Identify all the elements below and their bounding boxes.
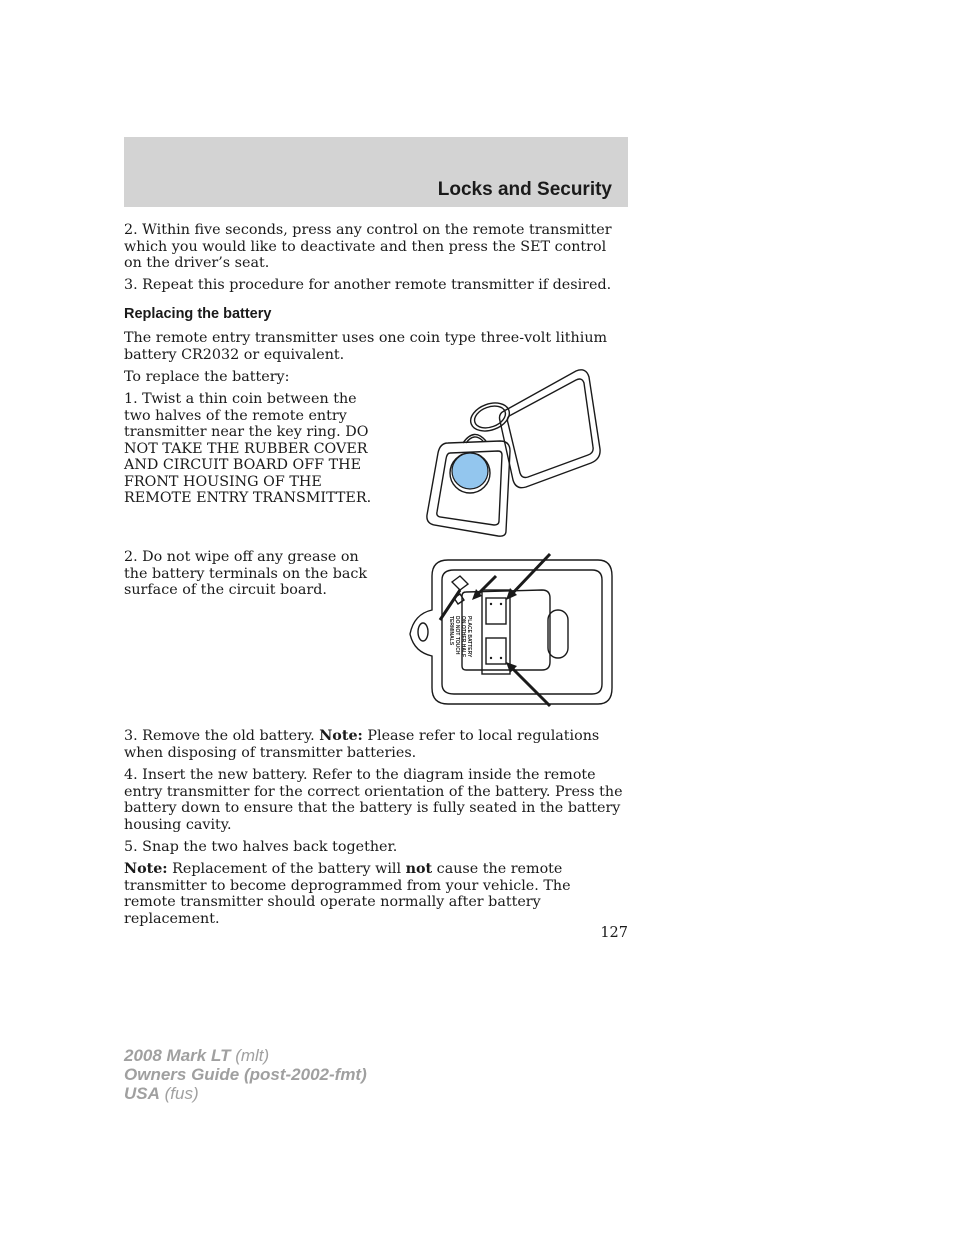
diagram-label-line-2: ON OTHER HALF [460,616,466,658]
footer-market-code: (fus) [159,1084,199,1103]
step3-note-label: Note: [319,728,363,744]
replace-step-2: 2. Do not wipe off any grease on the battery terminals on the back surface of the circuit board. [124,549,368,598]
replace-step-5: 5. Snap the two halves back together. [124,839,398,855]
battery-note [124,861,624,927]
footer-model-code: (mlt) [230,1046,270,1065]
replace-step-3 [124,728,624,761]
diagram-label-line-3: DO NOT TOUCH [454,616,460,655]
footer-market: USA [124,1084,160,1103]
to-replace-label: To replace the battery: [124,369,290,385]
footer-line-2: Owners Guide (post-2002-fmt) [124,1065,367,1084]
diagram-label-line-4: TERMINALS [448,616,454,646]
coin-highlight [452,453,488,489]
note-text-a: Replacement of the battery will [167,861,406,877]
note-label: Note: [124,861,168,877]
step-2-deactivate: 2. Within five seconds, press any control on the remote transmitter which you would like to deactivate and then press the SET control on the driver’s seat. [124,222,612,271]
circuit-board-illustration [402,552,614,708]
page-number: 127 [600,925,628,941]
transmitter-coin-illustration [418,365,603,537]
step3-text-a: 3. Remove the old battery. [124,728,320,744]
section-header-band [124,137,628,207]
section-title: Locks and Security [437,179,612,200]
note-emphasis: not [405,861,433,877]
footer-line-1 [124,1046,367,1065]
battery-intro: The remote entry transmitter uses one coin type three-volt lithium battery CR2032 or equivalent. [124,330,608,363]
footer-line-3 [124,1084,367,1103]
diagram-label-line-1: PLACE BATTERY [466,616,472,658]
replace-step-1: 1. Twist a thin coin between the two halves of the remote entry transmitter near the key ring. DO NOT TAKE THE RUBBER COVER AND CIRCUIT BOARD OFF THE FRONT HOUSING OF THE REMOTE ENTRY TRANSMITTER. [124,391,372,506]
step-3-repeat: 3. Repeat this procedure for another remote transmitter if desired. [124,277,612,293]
document-footer [124,1046,367,1103]
note-text-b: cause the remote transmitter to become deprogrammed from your vehicle. The remote transmitter should operate normally after battery replacement. [124,861,571,927]
step3-text-b: Please refer to local regulations when disposing of transmitter batteries. [124,728,600,761]
footer-model: 2008 Mark LT [124,1046,231,1065]
replace-step-4: 4. Insert the new battery. Refer to the diagram inside the remote entry transmitter for the correct orientation of the battery. Press the battery down to ensure that the battery is fully seated in the battery housing cavity. [124,767,623,833]
svg-text:PLACE BATTERY ON OTHER HAL [448,616,472,659]
subheading-replacing-battery: Replacing the battery [124,306,272,322]
